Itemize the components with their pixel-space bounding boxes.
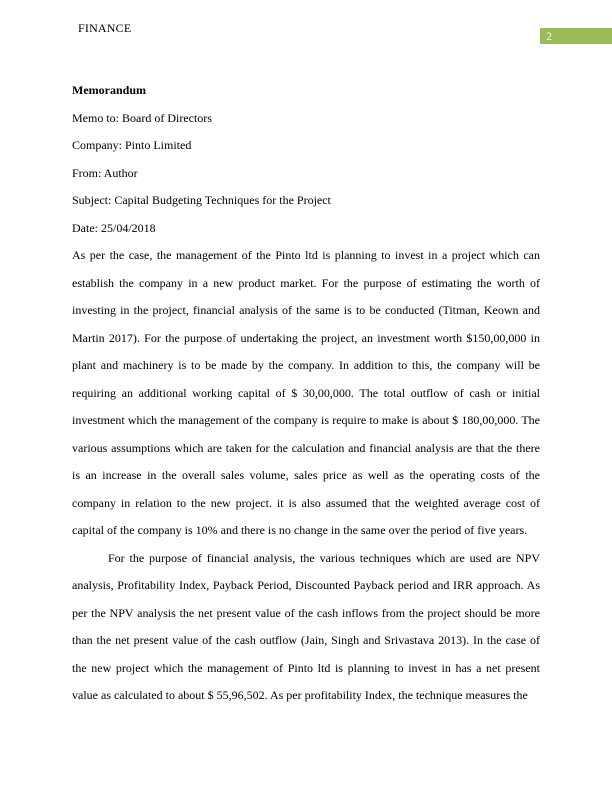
document-body: [72, 77, 540, 710]
body-paragraph-2: For the purpose of financial analysis, the various techniques which are used are NPV analysis, Profitability Index, Payback Period, Discounted Payback period and IRR approach. As per the NPV analysis the net present value of the cash inflows from the project should be more than the net present value of the cash outflow (Jain, Singh and Srivastava 2013). In the case of the new project which the management of Pinto ltd is planning to invest in has a net present value as calculated to about $ 55,96,502. As per profitability Index, the technique measures the: [72, 550, 540, 702]
running-header: FINANCE: [78, 21, 132, 35]
memo-title: Memorandum: [72, 83, 146, 97]
page-number-badge: 2: [540, 28, 612, 44]
company-line: Company: Pinto Limited: [72, 138, 192, 152]
subject-line: Subject: Capital Budgeting Techniques for the Project: [72, 193, 331, 207]
memo-to-line: Memo to: Board of Directors: [72, 110, 212, 125]
from-line: From: Author: [72, 165, 138, 180]
date-line: Date: 25/04/2018: [72, 220, 156, 235]
body-paragraph-1: As per the case, the management of the Pinto ltd is planning to invest in a project which can establish the company in a new product market. For the purpose of estimating the worth of investing in the project, financial analysis of the same is to be conducted (Titman, Keown and Martin 2017). For the purpose of undertaking the project, an investment worth $150,00,000 in plant and machinery is to be made by the company. In addition to this, the company will be requiring an additional working capital of $ 30,00,000. The total outflow of cash or initial investment which the management of the company is require to make is about $ 180,00,000. The various assumptions which are taken for the calculation and financial analysis are that the there is an increase in the overall sales volume, sales price as well as the operating costs of the company in relation to the new project. it is also assumed that the weighted average cost of capital of the company is 10% and there is no change in the same over the period of five years.: [72, 248, 540, 537]
